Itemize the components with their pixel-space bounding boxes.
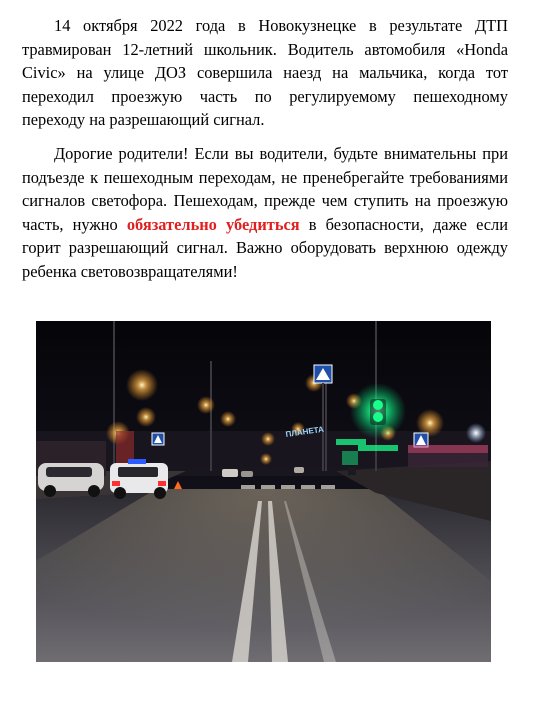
paragraph-2-text-start: Дорогие родители! Если вы водители, будьте внимательны при подъезде к пешеходным переходам, не пренебрегайте требованиями сигналов светофора. Пешеходам, прежде чем ступить на проезжую часть, нужно — [22, 143, 508, 234]
night-road-scene — [36, 321, 491, 662]
planeta-sign-text: ПЛАНЕТА — [285, 424, 325, 439]
paragraph-parents-appeal — [22, 142, 508, 284]
traffic-light-green — [350, 383, 406, 439]
night-road-photo — [36, 321, 491, 662]
article-text — [22, 14, 508, 284]
paragraph-1-text: 14 октября 2022 года в Новокузнецке в результате ДТП травмирован 12-летний школьник. Водитель автомобиля «Honda Civic» на улице ДОЗ совершила наезд на мальчика, когда тот переходил проезжую часть по регулируемому пешеходному переходу на разрешающий сигнал. — [22, 16, 508, 130]
pedestrian-sign-right — [414, 433, 428, 447]
paragraph-accident-report — [22, 14, 508, 132]
pedestrian-sign-left — [152, 433, 164, 445]
police-car — [110, 459, 168, 499]
emphasis-text: обязательно убедиться — [126, 214, 300, 234]
paragraph-2-text-end: в безопасности, даже если горит разрешающий сигнал. Важно оборудовать верхнюю одежду ребенка световозвращателями! — [22, 214, 508, 281]
